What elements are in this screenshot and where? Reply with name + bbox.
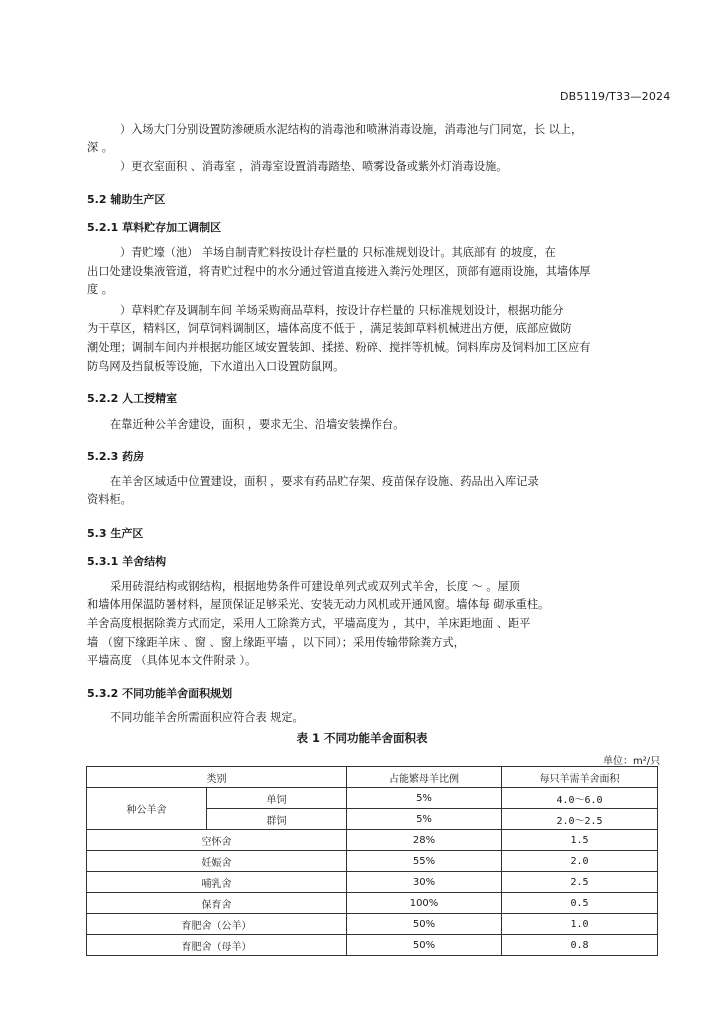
paragraph-line: 资料柜。 [87, 493, 132, 506]
table-cell: 30% [347, 872, 502, 893]
table-row [87, 872, 658, 893]
table-cell: 空怀舍 [87, 830, 347, 851]
paragraph-line: 平墙高度 （具体见本文件附录 ）。 [87, 654, 257, 667]
table-header-row [87, 767, 658, 788]
paragraph-line: 在靠近种公羊舍建设，面积 ，要求无尘、沿墙安装操作台。 [110, 418, 405, 431]
subsection-heading: 5.3.1 羊舍结构 [87, 555, 167, 568]
table-cell: 1.0 [502, 914, 658, 935]
paragraph-line: 潮处理；调制车间内并根据功能区域安置装卸、揉搓、粉碎、搅拌等机械。饲料库房及饲料加工区应有 [87, 341, 591, 354]
table-row [87, 851, 658, 872]
table-cell: 50% [347, 935, 502, 956]
section-heading: 5.2 辅助生产区 [87, 193, 166, 206]
table-cell: 2.0～2.5 [502, 809, 658, 830]
area-table [86, 766, 658, 956]
paragraph-line: 为干草区，精料区，饲草饲料调制区，墙体高度不低于 ，满足装卸草料机械进出方便，底部应做防 [87, 322, 572, 335]
table-cell: 2.0 [502, 851, 658, 872]
table-cell: 保育舍 [87, 893, 347, 914]
paragraph-line: 度 。 [87, 283, 113, 296]
table-row [87, 830, 658, 851]
table-row [87, 893, 658, 914]
table-header-cell: 每只羊需羊舍面积 [502, 767, 658, 788]
paragraph-line: 在羊舍区域适中位置建设，面积 ，要求有药品贮存架、疫苗保存设施、药品出入库记录 [110, 475, 539, 488]
table-caption: 表 1 不同功能羊舍面积表 [296, 731, 428, 745]
subsection-heading: 5.3.2 不同功能羊舍面积规划 [87, 687, 233, 700]
paragraph-line: ）入场大门分别设置防渗硬质水泥结构的消毒池和喷淋消毒设施，消毒池与门同宽，长 以上， [120, 123, 583, 136]
paragraph-line: 墙 （窗下缘距羊床 、窗 、窗上缘距平墙 ，以下同）；采用传输带除粪方式， [87, 636, 465, 649]
section-heading: 5.3 生产区 [87, 527, 144, 540]
table-cell: 0.5 [502, 893, 658, 914]
table-cell: 0.8 [502, 935, 658, 956]
table-header-cell: 类别 [87, 767, 347, 788]
table-cell: 群饲 [207, 809, 347, 830]
table-cell: 妊娠舍 [87, 851, 347, 872]
paragraph-line: 不同功能羊舍所需面积应符合表 规定。 [110, 711, 304, 724]
paragraph-line: 深 。 [87, 141, 113, 154]
paragraph-line: 采用砖混结构或钢结构，根据地势条件可建设单列式或双列式羊舍，长度 ～ 。屋顶 [110, 580, 520, 593]
table-cell: 哺乳舍 [87, 872, 347, 893]
table-cell: 1.5 [502, 830, 658, 851]
table-cell: 育肥舍（公羊） [87, 914, 347, 935]
document-number: DB5119/T33—2024 [560, 90, 671, 103]
table-cell: 28% [347, 830, 502, 851]
table-header-cell: 占能繁母羊比例 [347, 767, 502, 788]
table-cell: 4.0～6.0 [502, 788, 658, 809]
paragraph-line: 防鸟网及挡鼠板等设施，下水道出入口设置防鼠网。 [87, 360, 345, 373]
table-cell: 100% [347, 893, 502, 914]
subsection-heading: 5.2.1 草料贮存加工调制区 [87, 221, 222, 234]
paragraph-line: 和墙体用保温防暑材料，屋顶保证足够采光、安装无动力风机或开通风窗。墙体每 砌承重柱。 [87, 598, 550, 611]
table-unit: 单位：m²/只 [603, 756, 661, 767]
table-row [87, 788, 658, 809]
paragraph-line: ）草料贮存及调制车间 羊场采购商品草料，按设计存栏量的 只标准规划设计，根据功能分 [120, 304, 564, 317]
table-cell: 育肥舍（母羊） [87, 935, 347, 956]
table-cell: 55% [347, 851, 502, 872]
table-row [87, 914, 658, 935]
table-group-cell: 种公羊舍 [87, 788, 207, 830]
paragraph-line: 出口处建设集液管道，将青贮过程中的水分通过管道直接进入粪污处理区，顶部有遮雨设施，其墙体厚 [87, 265, 591, 278]
subsection-heading: 5.2.3 药房 [87, 450, 145, 463]
table-cell: 5% [347, 788, 502, 809]
table-cell: 单饲 [207, 788, 347, 809]
paragraph-line: ）青贮壕（池） 羊场自制青贮料按设计存栏量的 只标准规划设计。其底部有 的坡度，在 [120, 246, 556, 259]
table-row [87, 935, 658, 956]
paragraph-line: ）更衣室面积 、消毒室 ，消毒室设置消毒踏垫、喷雾设备或紫外灯消毒设施。 [120, 160, 508, 173]
table-cell: 5% [347, 809, 502, 830]
subsection-heading: 5.2.2 人工授精室 [87, 392, 178, 405]
table-cell: 2.5 [502, 872, 658, 893]
table-cell: 50% [347, 914, 502, 935]
paragraph-line: 羊舍高度根据除粪方式而定，采用人工除粪方式，平墙高度为 ，其中，羊床距地面 、距平 [87, 617, 531, 630]
